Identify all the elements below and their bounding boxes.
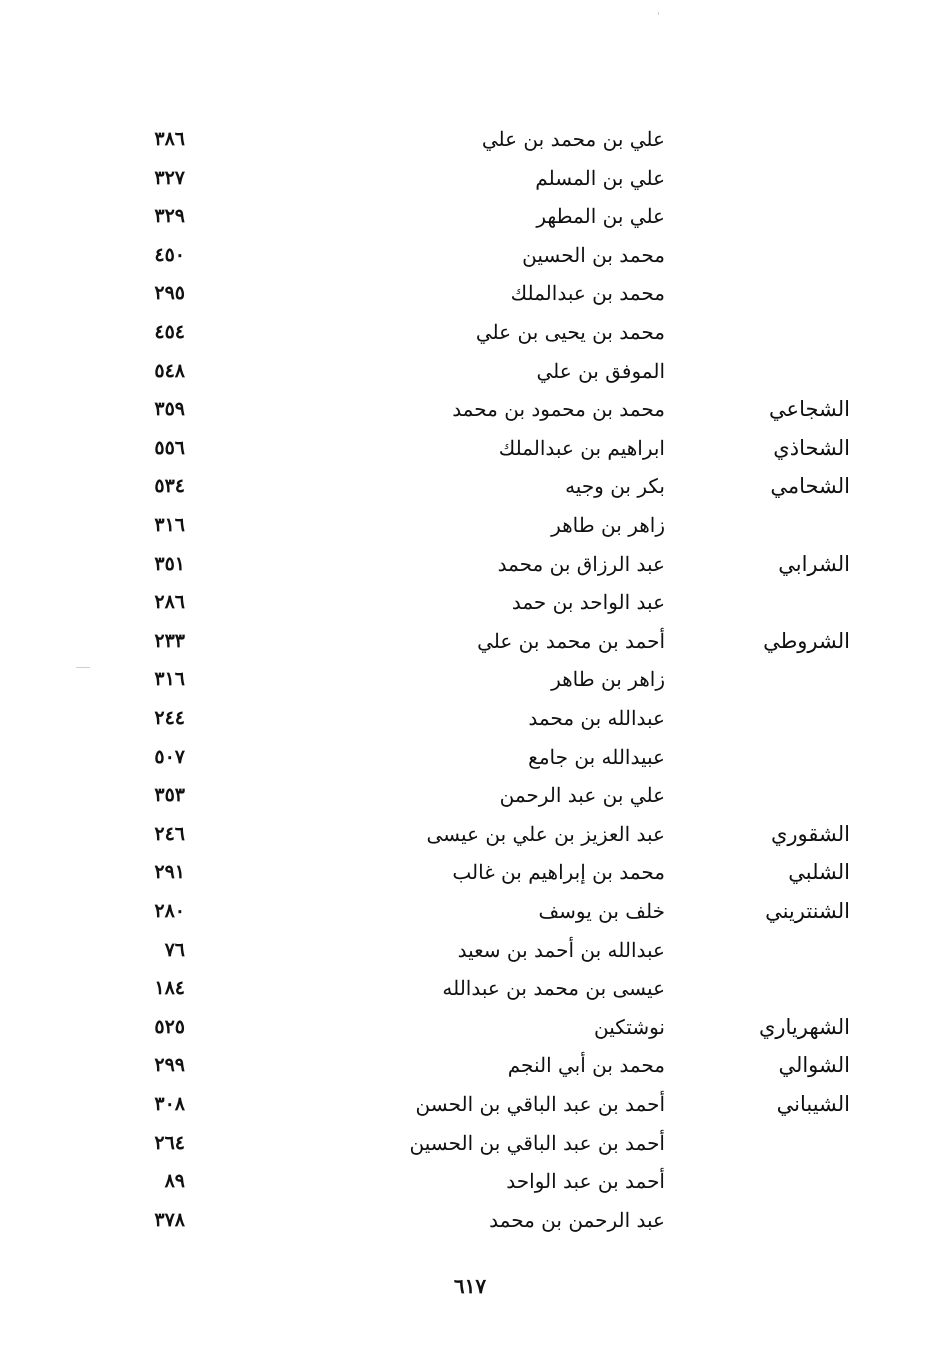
index-entry: [0, 159, 940, 197]
person-name: محمد بن يحيى بن علي: [475, 320, 665, 344]
nisba-heading: [650, 969, 850, 1007]
index-entry: [0, 1162, 940, 1200]
page-reference: ٣٠٨: [154, 1093, 185, 1115]
nisba-heading: [650, 236, 850, 274]
page-reference: ٥٥٦: [154, 436, 185, 459]
nisba-heading: [650, 506, 850, 544]
person-name: أحمد بن عبد الباقي بن الحسين: [409, 1130, 665, 1155]
index-entry: [0, 1008, 940, 1046]
index-entry: [0, 776, 940, 814]
nisba-heading: [650, 738, 850, 776]
index-entry: [0, 352, 940, 390]
nisba-heading: [650, 776, 850, 814]
person-name: محمد بن محمود بن محمد: [452, 397, 665, 422]
person-name: زاهر بن طاهر: [551, 667, 665, 692]
nisba-heading: الشحاذي: [773, 435, 850, 460]
index-entry: [0, 1085, 940, 1123]
index-entry: [0, 660, 940, 698]
page-reference: ٣٥٩: [154, 398, 185, 421]
index-entry: [0, 236, 940, 274]
index-entry: [0, 815, 940, 853]
person-name: عبدالله بن أحمد بن سعيد: [457, 937, 665, 962]
index-entry: [0, 853, 940, 891]
page-reference: ٣٧٨: [154, 1208, 185, 1231]
page-reference: ١٨٤: [154, 977, 185, 1000]
person-name: زاهر بن طاهر: [551, 513, 665, 537]
page-reference: ٣١٦: [154, 668, 185, 691]
person-name: محمد بن أبي النجم: [507, 1053, 665, 1078]
index-entry: [0, 892, 940, 930]
page-reference: ٤٥٤: [154, 321, 185, 343]
person-name: علي بن عبد الرحمن: [499, 783, 665, 808]
index-entry: [0, 506, 940, 544]
person-name: أحمد بن محمد بن علي: [477, 628, 665, 653]
nisba-heading: الشيباني: [776, 1092, 850, 1116]
person-name: عبد العزيز بن علي بن عيسى: [426, 821, 665, 846]
nisba-heading: [650, 120, 850, 158]
nisba-heading: [650, 313, 850, 351]
nisba-heading: [650, 1201, 850, 1239]
index-entry: [0, 197, 940, 235]
page-number: ٦١٧: [453, 1274, 487, 1298]
person-name: أحمد بن عبد الباقي بن الحسن: [415, 1092, 665, 1116]
page-reference: ٥٢٥: [154, 1015, 185, 1038]
page-reference: ٢٤٦: [154, 822, 185, 845]
person-name: الموفق بن علي: [536, 358, 665, 383]
person-name: ابراهيم بن عبدالملك: [498, 435, 665, 460]
page-reference: ٢٣٣: [154, 629, 185, 652]
person-name: بكر بن وجيه: [565, 474, 665, 499]
nisba-heading: [650, 1124, 850, 1162]
person-name: علي بن المطهر: [536, 204, 665, 229]
page-reference: ٥٠٧: [154, 745, 185, 768]
nisba-heading: الشروطي: [763, 628, 850, 653]
index-entry: [0, 390, 940, 428]
page-reference: ٣٨٦: [154, 128, 185, 150]
index-entry: [0, 274, 940, 312]
index-entry: [0, 467, 940, 505]
index-entry: [0, 120, 940, 158]
page-reference: ٣٢٧: [154, 166, 185, 189]
page-reference: ٣٥١: [154, 552, 185, 575]
nisba-heading: الشنتريني: [765, 899, 850, 923]
index-entry: [0, 699, 940, 737]
nisba-heading: [650, 1162, 850, 1200]
index-entry: [0, 1201, 940, 1239]
nisba-heading: [650, 660, 850, 698]
person-name: علي بن المسلم: [535, 165, 665, 190]
person-name: عبد الرزاق بن محمد: [497, 551, 665, 576]
person-name: محمد بن إبراهيم بن غالب: [452, 860, 665, 885]
index-entry: [0, 313, 940, 351]
nisba-heading: [650, 352, 850, 390]
page-reference: ٣٥٣: [154, 784, 185, 807]
page-reference: ٤٥٠: [154, 243, 185, 266]
index-entry: [0, 545, 940, 583]
nisba-heading: [650, 583, 850, 621]
page-reference: ٥٣٤: [154, 475, 185, 498]
nisba-heading: الشجاعي: [769, 397, 850, 422]
nisba-heading: الشهرياري: [758, 1014, 850, 1039]
nisba-heading: الشلبي: [788, 860, 850, 885]
person-name: عبيدالله بن جامع: [528, 744, 665, 769]
page-reference: ٢٩٥: [154, 282, 185, 305]
page-reference: ٢٨٠: [154, 900, 185, 922]
nisba-heading: الشرابي: [778, 551, 850, 576]
index-entry: [0, 622, 940, 660]
page-reference: ٢٨٦: [154, 591, 185, 614]
nisba-heading: [650, 931, 850, 969]
person-name: عبد الرحمن بن محمد: [489, 1207, 665, 1232]
person-name: محمد بن عبدالملك: [510, 281, 665, 306]
person-name: محمد بن الحسين: [522, 242, 665, 267]
nisba-heading: [650, 699, 850, 737]
person-name: عبد الواحد بن حمد: [511, 590, 665, 615]
index-entry: [0, 931, 940, 969]
person-name: عيسى بن محمد بن عبدالله: [442, 976, 665, 1001]
index-entry: [0, 738, 940, 776]
index-entry: [0, 583, 940, 621]
scan-speck: [658, 12, 659, 15]
index-entry: [0, 429, 940, 467]
person-name: علي بن محمد بن علي: [481, 127, 665, 151]
scan-speck: [76, 667, 90, 668]
person-name: أحمد بن عبد الواحد: [506, 1169, 665, 1194]
page-reference: ٢٤٤: [154, 707, 185, 729]
page-reference: ٨٩: [164, 1170, 185, 1193]
nisba-heading: [650, 197, 850, 235]
index-entry: [0, 1124, 940, 1162]
person-name: خلف بن يوسف: [538, 899, 665, 923]
page-reference: ٢٦٤: [154, 1131, 185, 1154]
page-reference: ٢٩٩: [154, 1054, 185, 1077]
person-name: عبدالله بن محمد: [528, 706, 665, 730]
nisba-heading: [650, 274, 850, 312]
page-reference: ٧٦: [164, 938, 185, 961]
page-reference: ٣٢٩: [154, 205, 185, 228]
person-name: نوشتكين: [594, 1014, 665, 1039]
nisba-heading: الشحامي: [770, 474, 850, 499]
page-reference: ٣١٦: [154, 514, 185, 536]
nisba-heading: الشوالي: [778, 1053, 850, 1078]
nisba-heading: [650, 159, 850, 197]
index-entry: [0, 1046, 940, 1084]
index-entry: [0, 969, 940, 1007]
nisba-heading: الشقوري: [770, 821, 850, 846]
page-reference: ٢٩١: [154, 861, 185, 884]
page-reference: ٥٤٨: [154, 359, 185, 382]
